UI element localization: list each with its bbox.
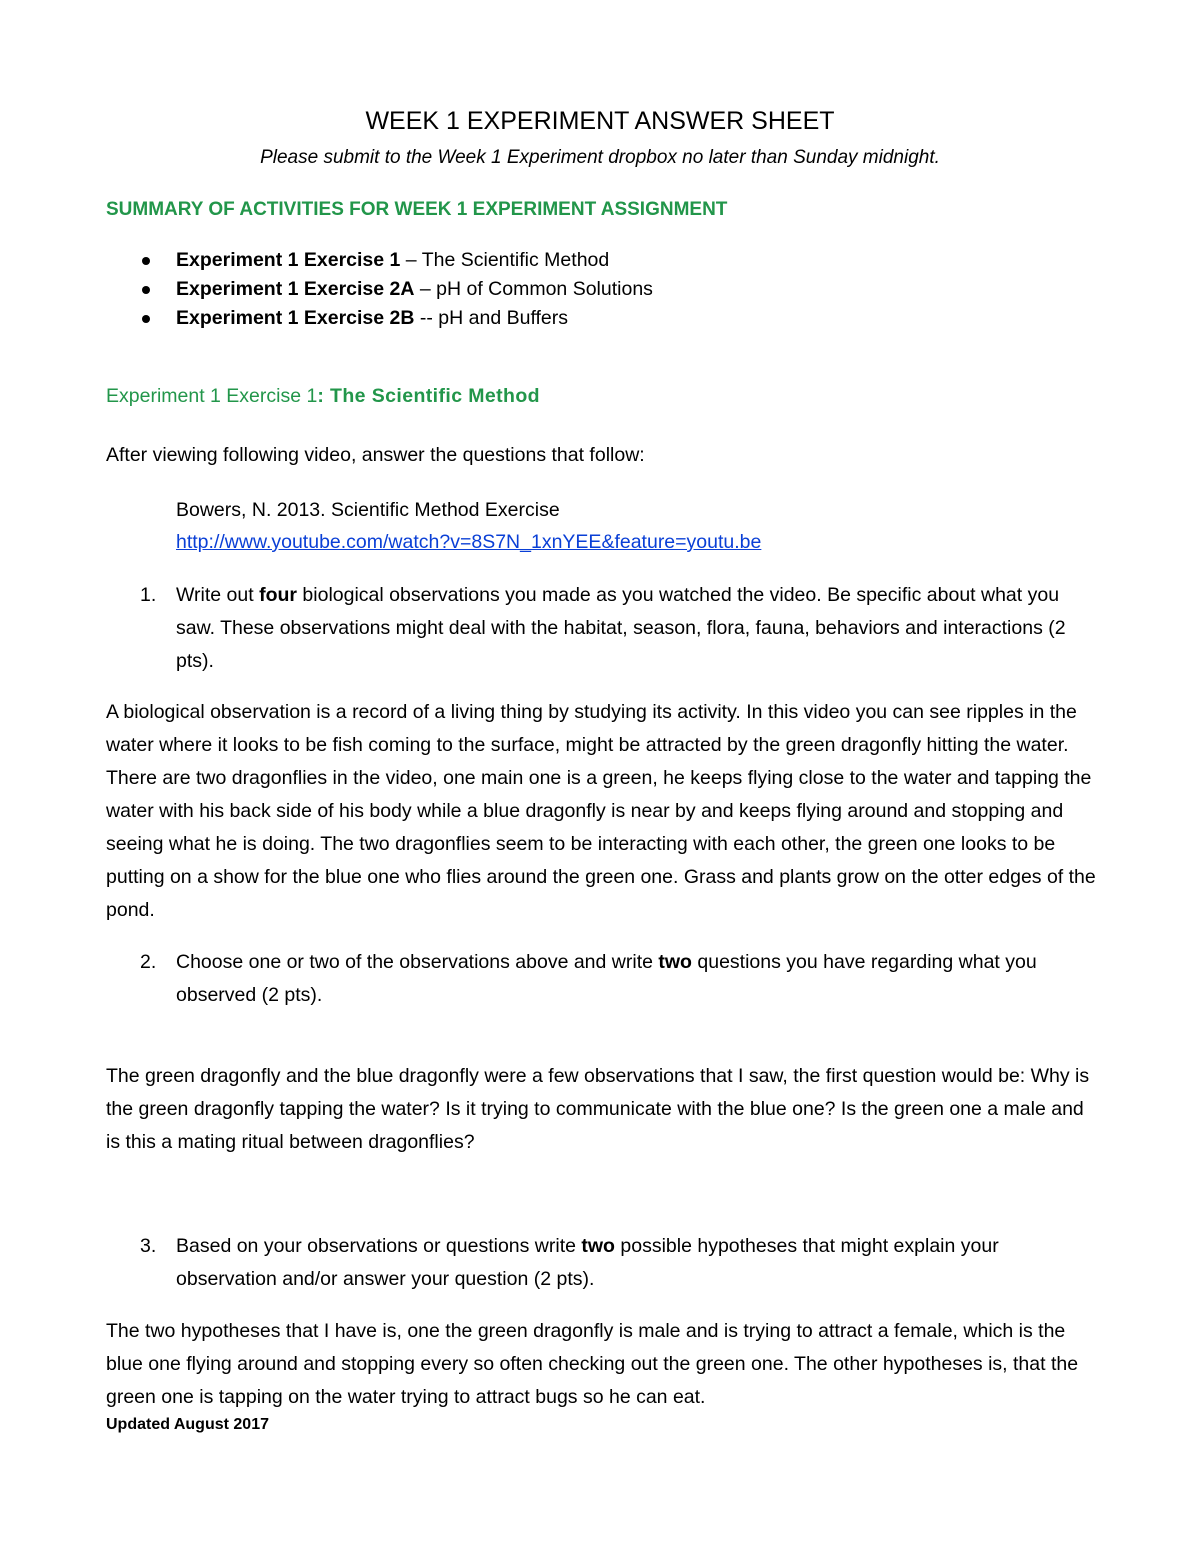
reference-citation: Bowers, N. 2013. Scientific Method Exercise xyxy=(176,499,560,521)
question-2 xyxy=(140,946,1100,1012)
bullet-icon xyxy=(142,257,150,265)
activity-description: -- pH and Buffers xyxy=(414,307,569,329)
bullet-icon xyxy=(142,286,150,294)
question-text-part: Write out xyxy=(176,584,260,606)
activity-label: Experiment 1 Exercise 1 xyxy=(176,249,401,271)
question-text xyxy=(176,946,1100,1012)
question-text-part: Based on your observations or questions write xyxy=(176,1235,582,1257)
question-number: 2. xyxy=(140,951,157,973)
exercise-heading xyxy=(106,382,540,410)
question-3 xyxy=(140,1230,1100,1296)
question-emphasis: four xyxy=(259,584,297,606)
summary-heading: SUMMARY OF ACTIVITIES FOR WEEK 1 EXPERIMENT ASSIGNMENT xyxy=(106,199,728,220)
question-emphasis: two xyxy=(581,1235,615,1257)
video-reference xyxy=(176,494,761,558)
activity-description: – pH of Common Solutions xyxy=(414,278,653,300)
question-emphasis: two xyxy=(658,951,692,973)
question-1 xyxy=(140,579,1100,678)
question-number: 3. xyxy=(140,1235,157,1257)
answer-1: A biological observation is a record of a living thing by studying its activity. In this video you can see ripples in the water where it looks to be fish coming to the surface, might be attracted by the green dragonfly hitting the water. There are two dragonflies in the video, one main one is a green, he keeps flying close to the water and tapping the water with his back side of his body while a blue dragonfly is near by and keeps flying around and stopping and seeing what he is doing. The two dragonflies seem to be interacting with each other, the green one looks to be putting on a show for the blue one who flies around the green one. Grass and plants grow on the otter edges of the pond. xyxy=(106,701,1096,921)
answer-2: The green dragonfly and the blue dragonfly were a few observations that I saw, the first question would be: Why is the green dragonfly tapping the water? Is it trying to communicate with the blue one? Is the green one a male and is this a mating ritual between dragonflies? xyxy=(106,1065,1090,1153)
question-text-part: biological observations you made as you watched the video. Be specific about what you saw. These observations might deal with the habitat, season, flora, fauna, behaviors and interactions (2 pts). xyxy=(176,584,1066,672)
activity-label: Experiment 1 Exercise 2B xyxy=(176,307,415,329)
question-text xyxy=(176,579,1100,678)
question-number: 1. xyxy=(140,584,157,606)
list-item xyxy=(140,275,653,304)
question-text-part: questions you have regarding what you observed (2 pts). xyxy=(176,951,1037,1006)
video-link[interactable]: http://www.youtube.com/watch?v=8S7N_1xnYEE&feature=youtu.be xyxy=(176,531,762,553)
question-text xyxy=(176,1230,1100,1296)
page-title: WEEK 1 EXPERIMENT ANSWER SHEET xyxy=(365,107,835,135)
activities-list xyxy=(140,246,653,333)
list-item xyxy=(140,304,653,333)
list-item xyxy=(140,246,653,275)
question-text-part: Choose one or two of the observations above and write xyxy=(176,951,659,973)
activity-description: – The Scientific Method xyxy=(400,249,610,271)
page-subtitle: Please submit to the Week 1 Experiment dropbox no later than Sunday midnight. xyxy=(260,147,940,168)
footer-updated: Updated August 2017 xyxy=(106,1416,269,1433)
question-text-part: possible hypotheses that might explain your observation and/or answer your question (2 pts). xyxy=(176,1235,999,1290)
bullet-icon xyxy=(142,315,150,323)
exercise-heading-suffix: : The Scientific Method xyxy=(317,385,540,407)
intro-text: After viewing following video, answer the questions that follow: xyxy=(106,444,645,466)
answer-3: The two hypotheses that I have is, one the green dragonfly is male and is trying to attract a female, which is the blue one flying around and stopping every so often checking out the green one. The other hypotheses is, that the green one is tapping on the water trying to attract bugs so he can eat. xyxy=(106,1320,1079,1408)
exercise-heading-prefix: Experiment 1 Exercise 1 xyxy=(106,385,318,407)
activity-label: Experiment 1 Exercise 2A xyxy=(176,278,415,300)
